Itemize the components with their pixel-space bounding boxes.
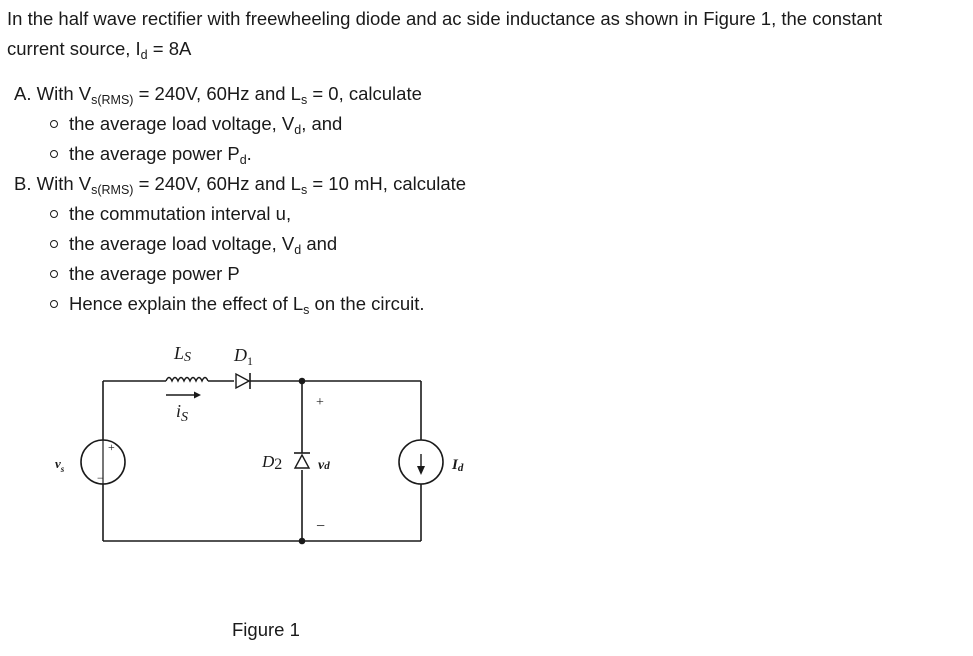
label-plus: + <box>316 395 324 410</box>
part-b-item: the average power P <box>69 263 240 284</box>
label-minus: − <box>316 518 326 535</box>
label-id: Id <box>452 457 464 474</box>
diode-d2 <box>295 455 309 468</box>
part-b-item: the commutation interval u, <box>69 203 292 224</box>
label-vs: $v_s$ <box>55 456 65 474</box>
part-b-item: the average load voltage, $V_d$ and <box>69 233 338 257</box>
diode-d1 <box>236 374 249 388</box>
intro-line-1: In the half wave rectifier with freewheeling diode and ac side inductance as shown in Figure 1, the constant <box>7 8 883 29</box>
figure-caption: Figure 1 <box>232 619 300 640</box>
node-bottom <box>299 538 306 545</box>
label-is: $i_S$ <box>176 401 189 425</box>
label-ls: LS <box>174 343 192 365</box>
part-a-item: the average load voltage, $V_d$, and <box>69 113 343 137</box>
part-a-item: the average power $P_d$. <box>69 143 252 167</box>
part-a-heading: A. With $V_{s(RMS)} = 240V$, 60Hz and $L_s = 0$, calculate <box>14 83 422 107</box>
node-top <box>299 378 306 385</box>
label-vd: vd <box>318 458 330 473</box>
source-minus: − <box>97 471 104 485</box>
source-plus: + <box>108 440 115 454</box>
inductor-ls <box>166 378 208 382</box>
part-b-heading: B. With $V_{s(RMS)} = 240V$, 60Hz and $L_s = 10$ mH, calculate <box>14 173 467 197</box>
label-d2: D2 <box>262 452 283 473</box>
label-d1: $D_1$ <box>234 345 253 368</box>
part-b-item: Hence explain the effect of $L_s$ on the circuit. <box>69 293 425 317</box>
intro-line-2: current source, $I_d = 8A$ <box>7 38 192 62</box>
